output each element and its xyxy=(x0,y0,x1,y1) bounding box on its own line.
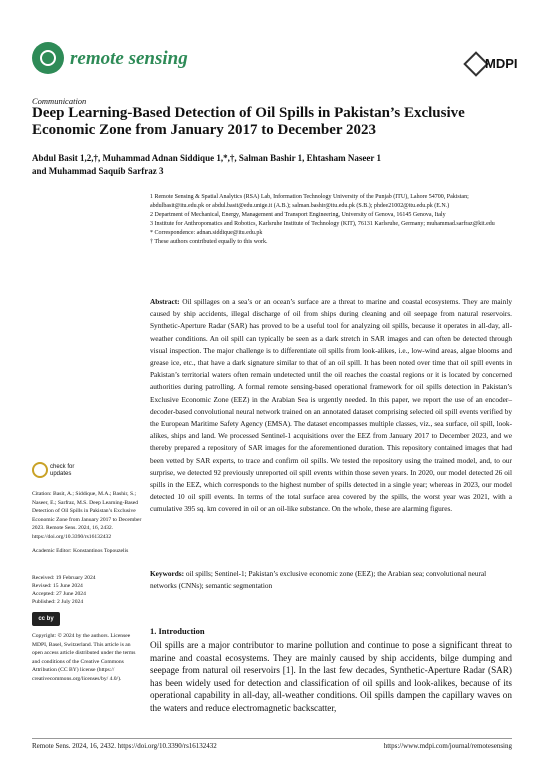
date-received: Received: 19 February 2024 xyxy=(32,575,96,581)
date-accepted: Accepted: 27 June 2024 xyxy=(32,591,86,597)
keywords xyxy=(150,568,512,592)
affiliation-2: 2 Department of Mechanical, Energy, Management and Transport Engineering, University of Genova, 16145 Genova, Italy xyxy=(150,212,446,218)
date-published: Published: 2 July 2024 xyxy=(32,599,84,605)
abstract-text: Oil spillages on a sea’s or an ocean’s surface are a threat to marine and coastal ecosystems. They are mainly caused by ship accidents, illegal discharge of oil from ships during cleaning and oil seepage from natural reservoirs. Synthetic-Aperture Radar (SAR) has proved to be a useful tool for analyzing oil spills, because it operates in all-day, all-weather conditions. An oil spill can typically be seen as a dark stretch in SAR images and can often be detected through visual inspection. The major challenge is to differentiate oil spills from look-alikes, i.e., low-wind areas, algae blooms and grease ice, etc., that have a dark signature similar to that of an oil spill. It has been noted over time that oil spill events in Pakistan’s territorial waters often remain undetected until the oil reaches the coastal regions or it is located by concerned authorities during patrolling. A formal remote sensing-based operational framework for oil spills detection in Pakistan’s Exclusive Economic Zone (EEZ) in the Arabian Sea is urgently needed. In this paper, we report the use of an encoder–decoder-based convolutional neural network trained on an annotated dataset comprising selected oil spill events verified by the European Maritime Safety Agency (EMSA). The dataset encompasses multiple classes, viz., sea surface, oil spill, look-alikes, ships and land. We processed Sentinel-1 acquisitions over the EEZ from January 2017 to December 2023, and we thereby prepared a repository of SAR images for the aforementioned duration. This repository contained images that had been vetted by SAR experts, to trace and confirm oil spills. We tested the repository using the trained model, and, to our surprise, we detected 92 previously unreported oil spill events within those seven years. In 2020, our model detected 26 oil spills in the EEZ, which corresponds to the highest number of spills detected in a single year; whereas in 2023, our model detected 10 oil spill events. In terms of the total surface area covered by the spills, the worst year was 2021, with a cumulative 395 sq. km covered in oil or an oil-like substance. On the whole, these are alarming figures. xyxy=(150,297,512,514)
footer-journal-link[interactable]: https://www.mdpi.com/journal/remotesensing xyxy=(383,742,512,750)
paper-title: Deep Learning-Based Detection of Oil Spills in Pakistan’s Exclusive Economic Zone from January 2017 to December 2023 xyxy=(32,105,465,138)
copyright: Copyright: © 2024 by the authors. Licensee MDPI, Basel, Switzerland. This article is an open access article distributed under the terms and conditions of the Creative Commons Attribution (CC BY) license (https:// creativecommons.org/licenses/by/ 4.0/). xyxy=(32,633,136,682)
footer-divider xyxy=(32,738,512,739)
mdpi-label: MDPI xyxy=(485,56,518,71)
check-for-updates-button[interactable] xyxy=(32,462,82,484)
equal-contribution: † These authors contributed equally to this work. xyxy=(150,239,268,245)
authors-line-2: and Muhammad Saquib Sarfraz 3 xyxy=(32,166,164,176)
abstract xyxy=(150,296,512,516)
abstract-label: Abstract: xyxy=(150,297,180,306)
authors-line-1: Abdul Basit 1,2,†, Muhammad Adnan Siddique 1,*,†, Salman Bashir 1, Ehtasham Naseer 1 xyxy=(32,153,382,163)
journal-name: remote sensing xyxy=(70,48,188,69)
keywords-label: Keywords: xyxy=(150,569,185,578)
keywords-text: oil spills; Sentinel-1; Pakistan’s exclusive economic zone (EEZ); the Arabian sea; convolutional neural networks (CNNs); semantic segmentation xyxy=(150,569,487,590)
article-type: Communication xyxy=(32,96,87,106)
date-revised: Revised: 15 June 2024 xyxy=(32,583,83,589)
affiliation-3: 3 Institute for Anthropomatics and Robotics, Karlsruhe Institute of Technology (KIT), 76131 Karlsruhe, Germany; muhammad.sarfraz@kit.edu xyxy=(150,221,495,227)
check-updates-icon xyxy=(32,462,48,478)
correspondence: * Correspondence: adnan.siddique@itu.edu.pk xyxy=(150,230,263,236)
cc-license-badge[interactable]: cc by xyxy=(32,612,60,626)
journal-logo-icon xyxy=(32,42,64,74)
author-list xyxy=(32,152,512,178)
citation: Citation: Basit, A.; Siddique, M.A.; Bashir, S.; Naseer, E.; Sarfraz, M.S. Deep Learning-Based Detection of Oil Spills in Pakistan’s Exclusive Economic Zone from January 2017 to December 2023. Remote Sens. 2024, 16, 2432. https://doi.org/10.3390/rs16132432 xyxy=(32,491,142,540)
mdpi-logo xyxy=(465,52,518,76)
academic-editor: Academic Editor: Konstantinos Topouzelis xyxy=(32,548,129,554)
footer-citation[interactable]: Remote Sens. 2024, 16, 2432. https://doi.org/10.3390/rs16132432 xyxy=(32,742,217,750)
section-heading: 1. Introduction xyxy=(150,626,205,636)
intro-paragraph: Oil spills are a major contributor to marine pollution and continue to pose a significant threat to marine and coastal ecosystems. They are mainly caused by ship accidents, bilge dumping and seepage from natural oil reservoirs [1]. In the last few decades, Synthetic-Aperture Radar (SAR) has been widely used for detection and classification of oil spills and look-alikes, because of its operational capability in all-day, all-weather conditions. Oil spills dampen the capillary waves on the waters and reduce electromagnetic backscatter, xyxy=(150,640,512,713)
check-updates-label: check for updates xyxy=(50,464,75,477)
affiliation-1: 1 Remote Sensing & Spatial Analytics (RSA) Lab, Information Technology University of the Punjab (ITU), Lahore 54700, Pakistan; abdulbasit@itu.edu.pk or abdul.basit@edu.unige.it (A.B.); salman.bashir@itu.edu.pk (S.B.); phdee21002@itu.edu.pk (E.N.) xyxy=(150,194,469,209)
affiliations xyxy=(150,193,510,247)
